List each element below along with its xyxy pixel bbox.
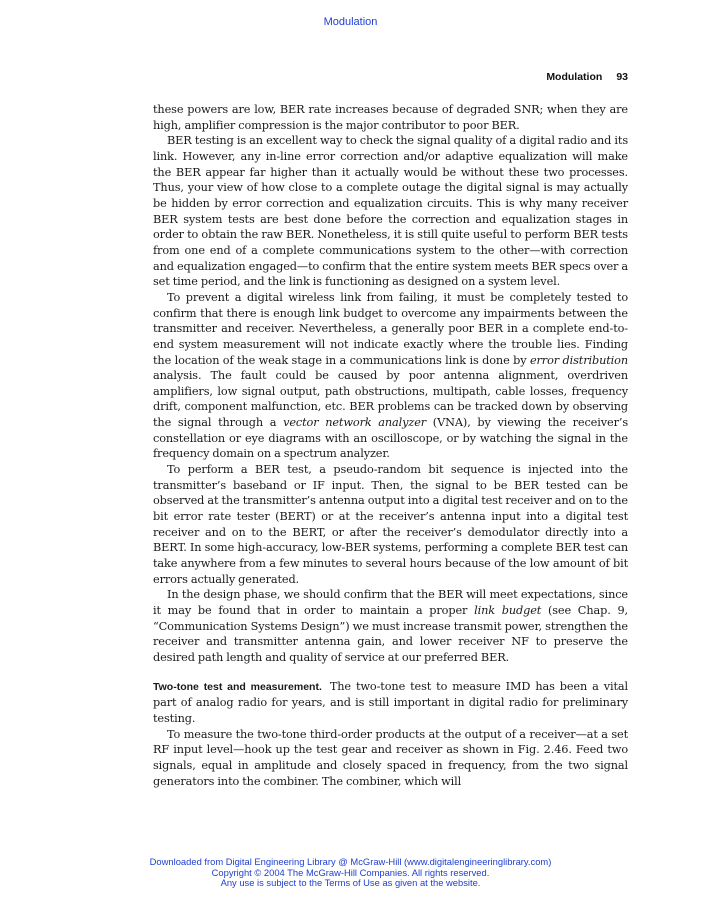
text-run: (see Chap. 9, “Communication Systems Design”) we must increase transmit power, strengthen the receiver and transmitter antenna gain, and lower receiver NF to preserve the desired path length and quality of service at our preferred BER. (153, 604, 628, 664)
running-head-title: Modulation (546, 71, 603, 83)
emphasis-term: vector network analyzer (283, 416, 427, 430)
paragraph: these powers are low, BER rate increases because of degraded SNR; when they are high, amplifier compression is the major contributor to poor BER. (153, 103, 628, 132)
top-link-modulation[interactable]: Modulation (323, 16, 378, 28)
paragraph: BER testing is an excellent way to check the signal quality of a digital radio and its link. However, any in-line error correction and/or adaptive equalization will make the BER appear far higher than it actually would be without these two processes. Thus, your view of how close to a complete outage the digital signal is may actually be hidden by error correction and equalization circuits. This is why many receiver BER system tests are best done before the correction and equalization stages in order to obtain the raw BER. Nonetheless, it is still quite useful to perform BER tests from one end of a complete communications system to the other—with correction and equalization engaged—to confirm that the entire system meets BER specs over a set time period, and the link is functioning as designed on a system level. (153, 134, 628, 289)
paragraph: To measure the two-tone third-order products at the output of a receiver—at a set RF input level—hook up the test gear and receiver as shown in Fig. 2.46. Feed two signals, equal in amplitude and closely spaced in frequency, from the two signal generators into the combiner. The combiner, which will (153, 727, 628, 788)
paragraph (153, 587, 628, 665)
footer (0, 857, 701, 889)
page-number: 93 (616, 71, 628, 83)
emphasis-term: error distribution (529, 353, 628, 367)
text-run: analysis. The fault could be caused by poor antenna alignment, overdriven amplifiers, low signal output, path obstructions, multipath, cable losses, frequency drift, component malfunction, etc. BER problems can be tracked down by observing the signal through a (153, 369, 628, 430)
body-text (153, 102, 628, 789)
paragraph: To perform a BER test, a pseudo-random bit sequence is injected into the transmitter’s baseband or IF input. Then, the signal to be BER tested can be observed at the transmitter’s antenna output into a digital test receiver and on to the bit error rate tester (BERT) or at the receiver’s antenna input into a digital test receiver and on to the BERT, or after the receiver’s demodulator directly into a BERT. In some high-accuracy, low-BER systems, performing a complete BER test can take anywhere from a few minutes to several hours because of the low amount of bit errors actually generated. (153, 463, 628, 586)
running-head (546, 71, 628, 83)
footer-copyright: Copyright © 2004 The McGraw-Hill Companies. All rights reserved. (211, 866, 490, 878)
text-run: (VNA), by viewing the receiver’s constellation or eye diagrams with an oscilloscope, or by watching the signal in the frequency domain on a spectrum analyzer. (153, 416, 628, 461)
emphasis-term: link budget (474, 604, 542, 617)
section-heading: Two-tone test and measurement. (153, 680, 322, 693)
text-run: To prevent a digital wireless link from failing, it must be completely tested to confirm that there is enough link budget to overcome any impairments between the transmitter and receiver. Nevertheless, a generally poor BER in a complete end-to-end system measurement will not indicate exactly where the trouble lies. Finding the location of the weak stage in a communications link is done by (153, 290, 628, 367)
paragraph (153, 290, 628, 462)
text-run: In the design phase, we should confirm that the BER will meet expectations, since it may be found that in order to maintain a proper (153, 588, 628, 617)
footer-terms-link[interactable]: Any use is subject to the Terms of Use as given at the website. (220, 877, 481, 889)
text-run: The two-tone test to measure IMD has been a vital part of analog radio for years, and is still important in digital radio for preliminary testing. (153, 679, 628, 725)
section-paragraph (153, 679, 628, 727)
footer-download-link[interactable]: Downloaded from Digital Engineering Library @ McGraw-Hill (www.digitalengineeringlibrary.com) (149, 856, 552, 867)
